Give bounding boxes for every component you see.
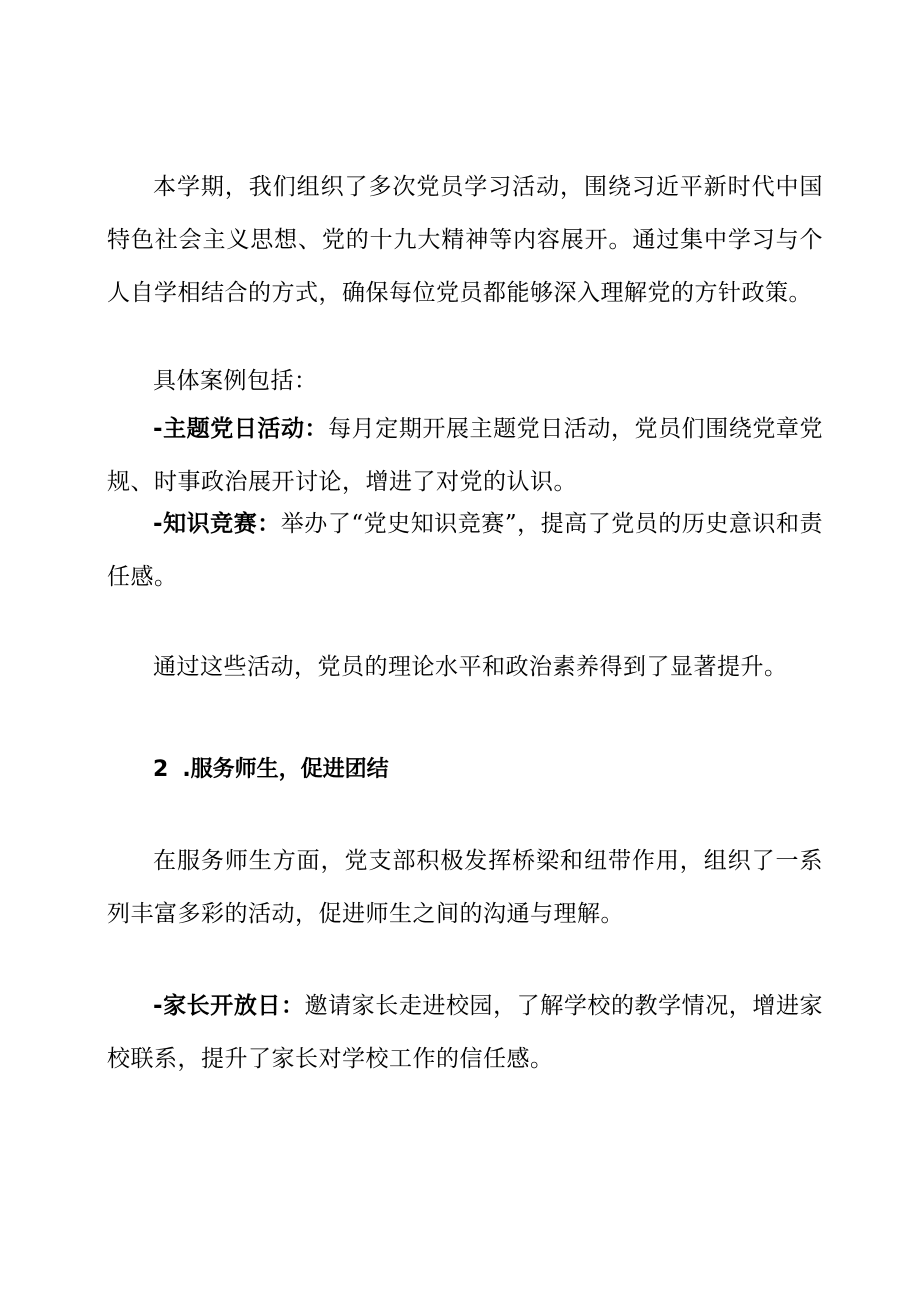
case-text: 邀请家长走进校园，了解学校的教学情况，增进家校联系，提升了家长对学校工作的信任感。: [107, 993, 824, 1072]
section-title: .服务师生，促进团结: [182, 757, 389, 782]
section-number: 2: [153, 757, 169, 782]
section-heading: [153, 755, 389, 785]
case-text: 举办了“党史知识竞赛”，提高了党员的历史意识和责任感。: [107, 511, 823, 590]
case-lead: -家长开放日：: [153, 993, 305, 1019]
case-text: 每月定期开展主题党日活动，党员们围绕党章党规、时事政治展开讨论，增进了对党的认识。: [107, 416, 824, 495]
case-knowledge-contest: [107, 498, 823, 604]
case-lead: -主题党日活动：: [153, 416, 329, 442]
case-theme-party-day: [107, 403, 823, 509]
paragraph-study-activities: 本学期，我们组织了多次党员学习活动，围绕习近平新时代中国特色社会主义思想、党的十九大精神等内容展开。通过集中学习与个人自学相结合的方式，确保每位党员都能够深入理解党的方针政策。: [107, 174, 823, 306]
paragraph-summary: 通过这些活动，党员的理论水平和政治素养得到了显著提升。: [153, 654, 788, 680]
paragraph-serve-teachers-students: 在服务师生方面，党支部积极发挥桥梁和纽带作用，组织了一系列丰富多彩的活动，促进师生之间的沟通与理解。: [107, 848, 823, 927]
case-lead: -知识竞赛：: [153, 511, 281, 537]
case-parents-open-day: [107, 980, 823, 1086]
cases-intro: 具体案例包括：: [153, 368, 318, 394]
